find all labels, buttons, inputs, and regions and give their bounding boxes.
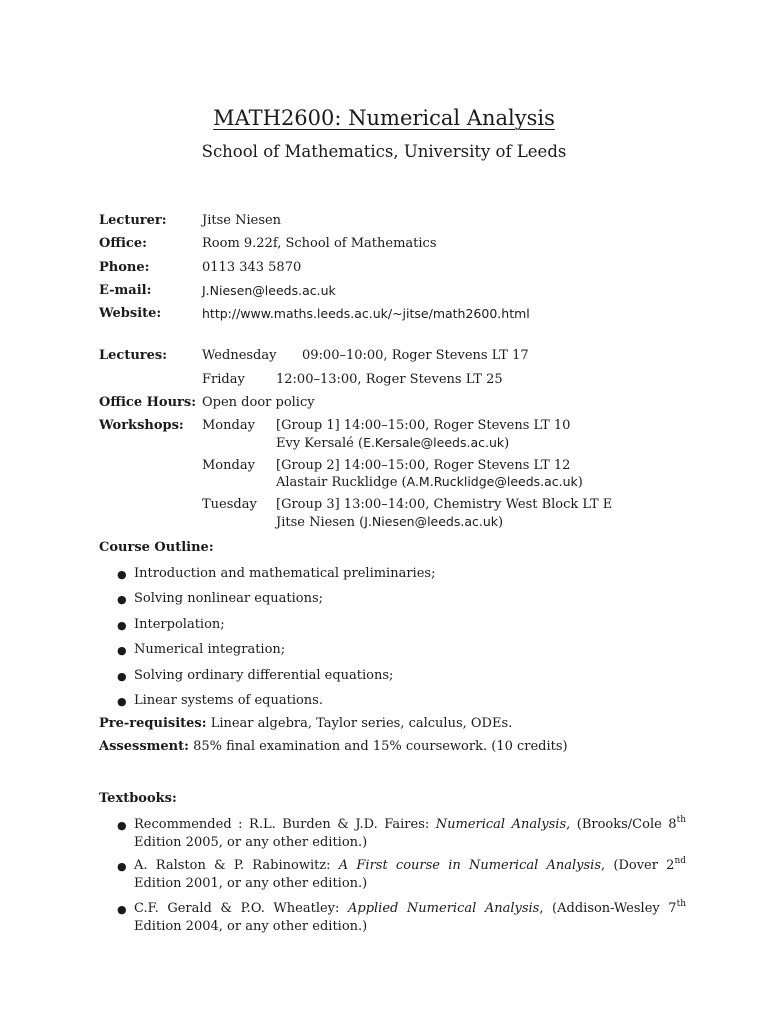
textbook-publisher: , (Brooks/Cole 8 — [566, 817, 677, 832]
bullet-icon: ● — [117, 593, 127, 606]
assessment-value: 85% final examination and 15% coursework. (10 credits) — [193, 739, 568, 754]
outline-item: Linear systems of equations. — [134, 693, 323, 708]
outline-item: Interpolation; — [134, 617, 225, 632]
tutor-email-link[interactable]: E.Kersale@leeds.ac.uk — [363, 435, 505, 450]
tutor-name: Jitse Niesen ( — [276, 515, 365, 530]
lecture-day: Wednesday — [202, 348, 277, 363]
textbook-item — [134, 816, 686, 851]
textbook-authors: C.F. Gerald & P.O. Wheatley: — [134, 901, 348, 916]
prerequisites-label: Pre-requisites: — [99, 716, 207, 731]
title-text: MATH2600: Numerical Analysis — [213, 106, 555, 130]
textbook-edition: Edition 2004, or any other edition.) — [134, 918, 368, 934]
workshop-day: Monday — [202, 418, 255, 433]
textbook-edition: Edition 2005, or any other edition.) — [134, 834, 368, 850]
phone-label: Phone: — [99, 260, 150, 275]
textbook-edition: Edition 2001, or any other edition.) — [134, 875, 368, 891]
workshop-tutor — [276, 474, 583, 490]
lectures-label: Lectures: — [99, 348, 168, 363]
email-link[interactable]: J.Niesen@leeds.ac.uk — [202, 283, 336, 298]
textbook-title: Applied Numerical Analysis — [347, 901, 540, 916]
textbook-item — [134, 900, 686, 935]
textbooks-label: Textbooks: — [99, 791, 177, 806]
bullet-icon: ● — [117, 670, 127, 683]
outline-item: Numerical integration; — [134, 642, 286, 657]
email-label: E-mail: — [99, 283, 152, 298]
lecture-time: 12:00–13:00, Roger Stevens LT 25 — [276, 372, 503, 387]
workshop-tutor — [276, 514, 503, 530]
bullet-icon: ● — [117, 568, 127, 581]
bullet-icon: ● — [117, 860, 127, 873]
prerequisites-value: Linear algebra, Taylor series, calculus, ODEs. — [210, 716, 513, 731]
prerequisites-row — [99, 716, 512, 731]
outline-item: Solving ordinary differential equations; — [134, 668, 394, 683]
website-link[interactable]: http://www.maths.leeds.ac.uk/~jitse/math2600.html — [202, 306, 530, 321]
bullet-icon: ● — [117, 644, 127, 657]
textbook-edition-sup: th — [676, 899, 686, 909]
bullet-icon: ● — [117, 619, 127, 632]
textbook-item — [134, 857, 686, 892]
lecturer-label: Lecturer: — [99, 213, 167, 228]
textbook-title: Numerical Analysis — [435, 817, 567, 832]
tutor-close: ) — [498, 515, 504, 530]
tutor-email-link[interactable]: J.Niesen@leeds.ac.uk — [364, 514, 499, 529]
office-value: Room 9.22f, School of Mathematics — [202, 236, 437, 251]
course-outline-label: Course Outline: — [99, 540, 214, 555]
textbook-edition-sup: th — [676, 815, 687, 825]
textbook-title: A First course in Numerical Analysis — [338, 858, 602, 873]
textbook-publisher: , (Dover 2 — [601, 858, 675, 873]
tutor-name: Evy Kersalé ( — [276, 436, 364, 451]
workshop-tutor — [276, 435, 509, 451]
outline-item: Introduction and mathematical preliminaries; — [134, 566, 436, 581]
outline-item: Solving nonlinear equations; — [134, 591, 324, 606]
lecture-day: Friday — [202, 372, 245, 387]
bullet-icon: ● — [117, 695, 127, 708]
lecture-time: 09:00–10:00, Roger Stevens LT 17 — [302, 348, 529, 363]
website-label: Website: — [99, 306, 162, 321]
page-subtitle: School of Mathematics, University of Leeds — [201, 142, 567, 161]
office-label: Office: — [99, 236, 147, 251]
tutor-email-link[interactable]: A.M.Rucklidge@leeds.ac.uk — [406, 474, 578, 489]
textbook-authors: A. Ralston & P. Rabinowitz: — [134, 858, 339, 873]
tutor-close: ) — [504, 436, 510, 451]
tutor-close: ) — [577, 475, 583, 490]
assessment-label: Assessment: — [99, 739, 189, 754]
tutor-name: Alastair Rucklidge ( — [276, 475, 407, 490]
workshops-label: Workshops: — [99, 418, 184, 433]
assessment-row — [99, 739, 568, 754]
workshop-day: Monday — [202, 458, 255, 473]
workshop-group: [Group 2] 14:00–15:00, Roger Stevens LT 12 — [276, 458, 571, 473]
textbook-edition-sup: nd — [674, 856, 686, 866]
workshop-group: [Group 1] 14:00–15:00, Roger Stevens LT 10 — [276, 418, 571, 433]
office-hours-value: Open door policy — [202, 395, 315, 410]
bullet-icon: ● — [117, 903, 127, 916]
lecturer-value: Jitse Niesen — [202, 213, 282, 228]
workshop-group: [Group 3] 13:00–14:00, Chemistry West Block LT E — [276, 497, 613, 512]
office-hours-label: Office Hours: — [99, 395, 197, 410]
page-title — [0, 106, 768, 130]
textbook-authors: Recommended : R.L. Burden & J.D. Faires: — [134, 817, 436, 832]
workshop-day: Tuesday — [202, 497, 257, 512]
bullet-icon: ● — [117, 819, 127, 832]
textbook-publisher: , (Addison-Wesley 7 — [539, 901, 677, 916]
phone-value: 0113 343 5870 — [202, 260, 302, 275]
